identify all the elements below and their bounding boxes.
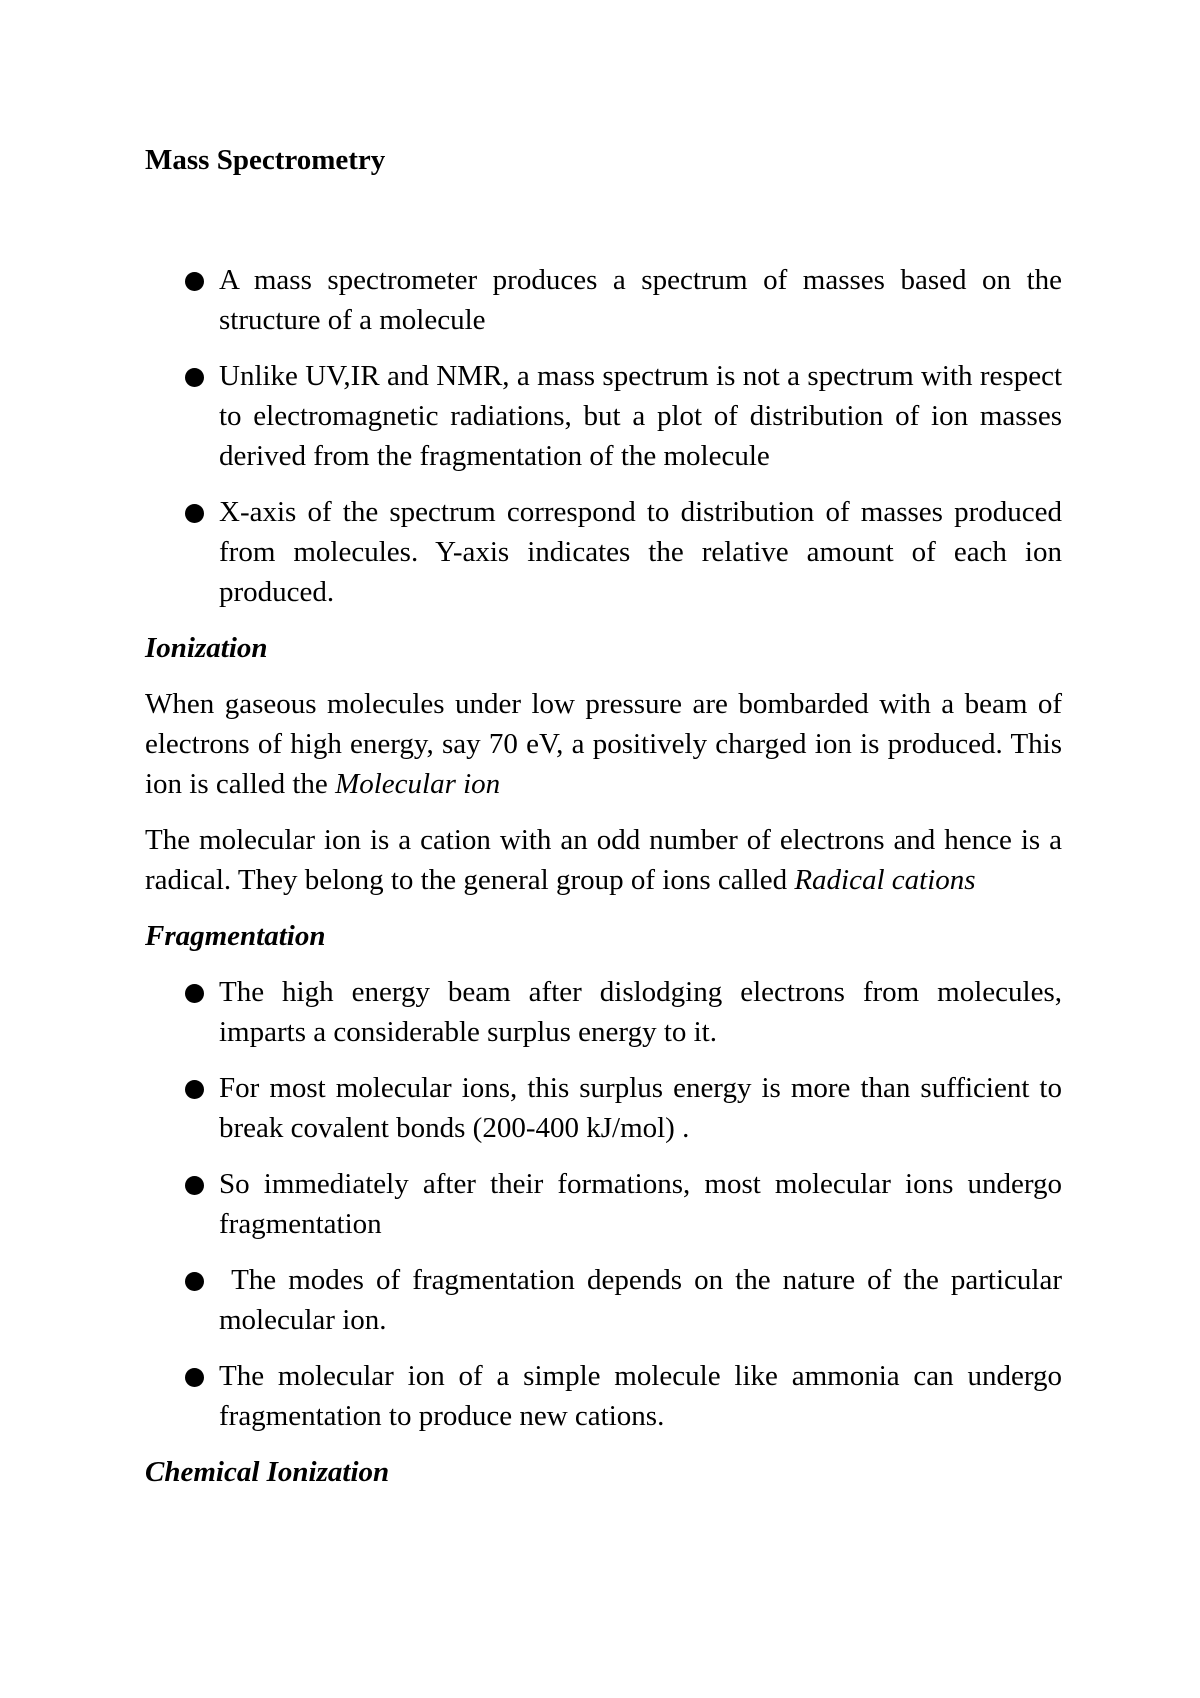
list-item	[145, 1164, 1062, 1244]
bullet-icon	[185, 1176, 204, 1195]
list-item-text: The molecular ion of a simple molecule like ammonia can undergo fragmentation to produce new cations.	[219, 1360, 1062, 1432]
term-molecular-ion: Molecular ion	[335, 768, 501, 800]
page-title: Mass Spectrometry	[145, 144, 386, 176]
list-item-text: The high energy beam after dislodging electrons from molecules, imparts a considerable surplus energy to it.	[219, 976, 1062, 1048]
paragraph-text: The molecular ion is a cation with an odd number of electrons and hence is a radical. They belong to the general group of ions called	[145, 824, 1062, 896]
list-item	[145, 492, 1062, 612]
section-heading-ionization: Ionization	[145, 632, 268, 664]
list-item-text: A mass spectrometer produces a spectrum of masses based on the structure of a molecule	[219, 264, 1062, 336]
bullet-icon	[185, 1272, 204, 1291]
list-item	[145, 1260, 1070, 1340]
bullet-icon	[185, 272, 204, 291]
bullet-icon	[185, 1368, 204, 1387]
list-item	[145, 1356, 1062, 1436]
bullet-icon	[185, 1080, 204, 1099]
list-item-text: Unlike UV,IR and NMR, a mass spectrum is not a spectrum with respect to electromagnetic radiations, but a plot of distribution of ion masses derived from the fragmentation of the molecule	[219, 360, 1062, 472]
bullet-icon	[185, 504, 204, 523]
list-item	[145, 1068, 1062, 1148]
term-radical-cations: Radical cations	[794, 864, 976, 896]
fragmentation-bullet-list	[145, 972, 1070, 1436]
bullet-icon	[185, 984, 204, 1003]
paragraph-text: When gaseous molecules under low pressure are bombarded with a beam of electrons of high energy, say 70 eV, a positively charged ion is produced. This ion is called the	[145, 688, 1062, 800]
list-item-text: For most molecular ions, this surplus energy is more than sufficient to break covalent bonds (200-400 kJ/mol) .	[219, 1072, 1062, 1144]
list-item-text: So immediately after their formations, most molecular ions undergo fragmentation	[219, 1168, 1062, 1240]
list-item	[145, 260, 1062, 340]
bullet-icon	[185, 368, 204, 387]
ionization-paragraph-1	[145, 684, 1062, 804]
list-item	[145, 356, 1062, 476]
list-item-text: The modes of fragmentation depends on the nature of the particular molecular ion.	[219, 1264, 1070, 1336]
intro-bullet-list	[145, 260, 1062, 612]
list-item-text: X-axis of the spectrum correspond to distribution of masses produced from molecules. Y-axis indicates the relative amount of each ion produced.	[219, 496, 1062, 608]
section-heading-fragmentation: Fragmentation	[145, 920, 326, 952]
section-heading-chemical-ionization: Chemical Ionization	[145, 1456, 390, 1488]
page-content	[145, 140, 1070, 1508]
list-item	[145, 972, 1062, 1052]
ionization-paragraph-2	[145, 820, 1062, 900]
